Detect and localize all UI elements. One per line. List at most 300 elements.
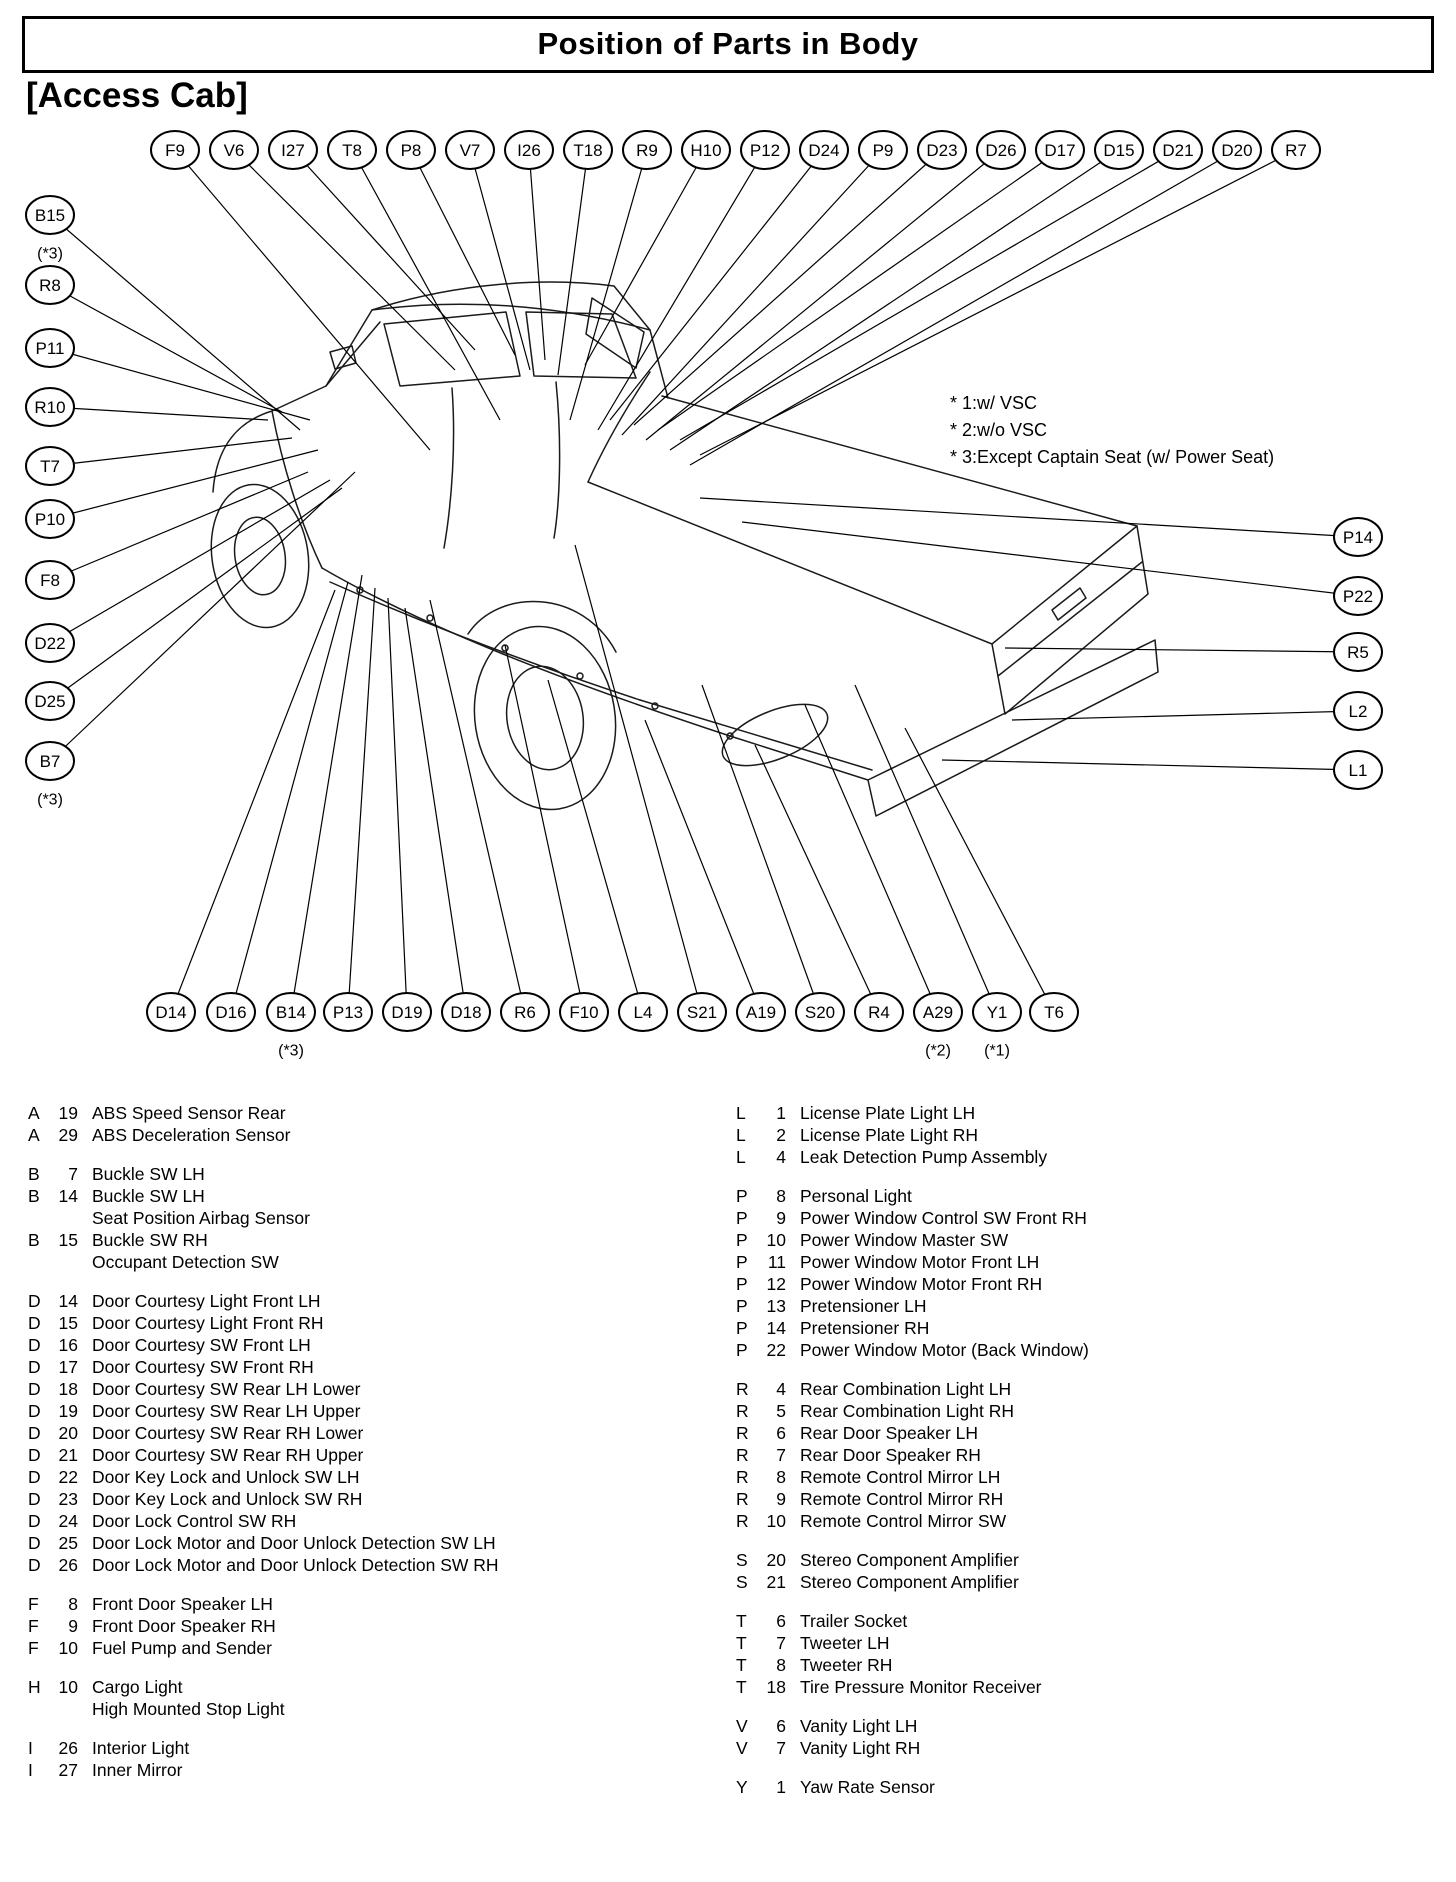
title-bar (22, 16, 1434, 73)
callout-label: D22 (34, 633, 66, 653)
callout-r4 (855, 993, 903, 1031)
part-code-letter: T (736, 1633, 747, 1653)
legend-entry (28, 1488, 698, 1510)
callout-v6 (210, 131, 258, 169)
callout-b7 (26, 742, 74, 809)
parts-location-diagram (0, 120, 1456, 1080)
part-code-number: 7 (776, 1738, 786, 1758)
leader-line-d26 (646, 150, 1001, 440)
legend-entry (736, 1378, 1426, 1400)
part-name: ABS Deceleration Sensor (92, 1125, 291, 1145)
part-code-letter: F (28, 1616, 39, 1636)
part-name: Tweeter LH (800, 1633, 890, 1653)
truck-window-front (384, 312, 520, 386)
legend-column-right (736, 1102, 1426, 1815)
callout-label: B7 (39, 751, 61, 771)
part-code-number: 26 (58, 1738, 78, 1758)
legend-entry (28, 1312, 698, 1334)
callout-label: T18 (573, 140, 603, 160)
leader-line-r4 (755, 745, 879, 1012)
legend-entry-continuation (28, 1698, 698, 1720)
part-name: Power Window Control SW Front RH (800, 1208, 1087, 1228)
part-code-letter: D (28, 1467, 41, 1487)
callout-label: T7 (40, 456, 60, 476)
part-code-letter: S (736, 1550, 748, 1570)
truck-bed-near-rail (588, 482, 992, 644)
callout-r7 (1272, 131, 1320, 169)
callout-label: D24 (808, 140, 840, 160)
part-code-letter: T (736, 1611, 747, 1631)
leader-line-b15 (50, 215, 300, 430)
leader-line-l1 (942, 760, 1358, 770)
part-code-number: 7 (776, 1445, 786, 1465)
part-code-letter: D (28, 1401, 41, 1421)
truck-a-pillar (326, 322, 380, 386)
legend-group (736, 1378, 1426, 1532)
part-name: License Plate Light LH (800, 1103, 976, 1123)
callout-r9 (623, 131, 671, 169)
callout-d14 (147, 993, 195, 1031)
part-code-letter: R (736, 1445, 749, 1465)
part-code-letter: B (28, 1164, 40, 1184)
callout-label: L2 (1348, 701, 1368, 721)
callout-t18 (564, 131, 612, 169)
part-name: Pretensioner RH (800, 1318, 930, 1338)
callout-label: R8 (39, 275, 61, 295)
part-code-letter: P (736, 1274, 748, 1294)
legend-entry (736, 1715, 1426, 1737)
part-code-number: 10 (58, 1638, 78, 1658)
callout-label: F9 (165, 140, 185, 160)
part-code-number: 29 (58, 1125, 78, 1145)
part-name: Buckle SW LH (92, 1164, 205, 1184)
callout-label: P22 (1342, 586, 1374, 606)
part-name: Vanity Light LH (800, 1716, 918, 1736)
legend-entry (28, 1554, 698, 1576)
part-code-letter: D (28, 1357, 41, 1377)
callout-label: D26 (985, 140, 1017, 160)
part-code-letter: D (28, 1291, 41, 1311)
leader-line-t8 (352, 150, 500, 420)
callout-label: P12 (749, 140, 781, 160)
part-code-number: 15 (58, 1313, 78, 1333)
leader-line-r5 (1005, 648, 1358, 652)
part-code-number: 21 (766, 1572, 786, 1592)
part-code-number: 20 (58, 1423, 78, 1443)
part-code-number: 4 (776, 1147, 786, 1167)
part-name: Rear Combination Light RH (800, 1401, 1014, 1421)
part-code-number: 13 (766, 1296, 786, 1316)
part-name: Stereo Component Amplifier (800, 1550, 1019, 1570)
legend-entry (736, 1124, 1426, 1146)
part-code-number: 1 (776, 1103, 786, 1123)
part-code-letter: A (28, 1103, 40, 1123)
legend-group (28, 1676, 698, 1720)
part-code-letter (28, 1698, 48, 1720)
legend-entry (28, 1676, 698, 1698)
part-name: Door Courtesy SW Rear RH Lower (92, 1423, 364, 1443)
part-code-letter: I (28, 1738, 33, 1758)
callout-y1 (973, 993, 1021, 1060)
footnote: * 1:w/ VSC (950, 393, 1038, 413)
part-code-letter (28, 1251, 48, 1273)
leader-line-s21 (575, 545, 702, 1012)
callout-label: L1 (1348, 760, 1368, 780)
truck-front-wheel (201, 477, 318, 634)
legend-entry (28, 1466, 698, 1488)
legend-entry (28, 1422, 698, 1444)
part-name: Remote Control Mirror RH (800, 1489, 1004, 1509)
leader-line-t6 (905, 728, 1054, 1012)
callout-label: D23 (926, 140, 958, 160)
callout-p11 (26, 329, 74, 367)
part-code-letter: V (736, 1716, 748, 1736)
callout-i26 (505, 131, 553, 169)
part-name: Door Key Lock and Unlock SW RH (92, 1489, 363, 1509)
part-code-letter: D (28, 1423, 41, 1443)
legend-group (736, 1549, 1426, 1593)
leader-line-d23 (634, 150, 942, 425)
part-code-letter: R (736, 1379, 749, 1399)
callout-d15 (1095, 131, 1143, 169)
part-code-number: 8 (776, 1467, 786, 1487)
legend-entry-continuation (28, 1207, 698, 1229)
part-name: Door Courtesy Light Front RH (92, 1313, 324, 1333)
callout-label: D18 (450, 1002, 482, 1022)
callout-i27 (269, 131, 317, 169)
leader-line-s20 (702, 685, 820, 1012)
part-code-number: 9 (776, 1208, 786, 1228)
legend-entry (28, 1532, 698, 1554)
part-code-letter: D (28, 1489, 41, 1509)
part-code-number: 14 (58, 1291, 78, 1311)
part-code-letter: F (28, 1638, 39, 1658)
part-code-number: 25 (58, 1533, 78, 1553)
callout-label: T8 (342, 140, 362, 160)
part-code-number: 1 (776, 1777, 786, 1797)
truck-bed-lower-edge (640, 700, 872, 770)
callout-label: Y1 (986, 1002, 1008, 1022)
callout-d19 (383, 993, 431, 1031)
legend-entry (736, 1676, 1426, 1698)
truck-cab-back (588, 372, 650, 482)
truck-front-wheel-hub (229, 514, 291, 599)
part-code-letter: T (736, 1677, 747, 1697)
callout-d21 (1154, 131, 1202, 169)
leader-line-y1 (855, 685, 997, 1012)
callout-label: D15 (1103, 140, 1135, 160)
part-code-number: 19 (58, 1401, 78, 1421)
part-name: Power Window Master SW (800, 1230, 1009, 1250)
leader-line-i27 (293, 150, 475, 350)
part-name: Tire Pressure Monitor Receiver (800, 1677, 1042, 1697)
callout-label: I27 (281, 140, 305, 160)
callout-label: F10 (569, 1002, 599, 1022)
leader-line-a29 (805, 705, 938, 1012)
leader-line-d25 (50, 488, 342, 701)
part-name: Rear Door Speaker RH (800, 1445, 981, 1465)
callout-label: A29 (922, 1002, 954, 1022)
part-code-number: 9 (776, 1489, 786, 1509)
part-name: License Plate Light RH (800, 1125, 979, 1145)
part-name: Door Lock Control SW RH (92, 1511, 297, 1531)
legend-entry (28, 1229, 698, 1251)
part-name: Remote Control Mirror SW (800, 1511, 1007, 1531)
part-code-letter: R (736, 1401, 749, 1421)
part-name: Door Courtesy Light Front LH (92, 1291, 321, 1311)
part-name: Door Courtesy SW Rear LH Upper (92, 1401, 361, 1421)
truck-tailgate (992, 526, 1148, 714)
part-code-number: 20 (766, 1550, 786, 1570)
callout-f8 (26, 561, 74, 599)
legend-entry (736, 1102, 1426, 1124)
callout-label: S21 (686, 1002, 718, 1022)
part-name: Seat Position Airbag Sensor (92, 1208, 310, 1228)
callout-label: S20 (804, 1002, 836, 1022)
part-name: Occupant Detection SW (92, 1252, 279, 1272)
part-code-letter (28, 1207, 48, 1229)
legend-entry (736, 1146, 1426, 1168)
callout-sublabel: (*2) (925, 1042, 951, 1060)
part-name: Power Window Motor (Back Window) (800, 1340, 1089, 1360)
part-code-number: 26 (58, 1555, 78, 1575)
part-code-letter: P (736, 1208, 748, 1228)
leader-line-l2 (1012, 711, 1358, 720)
callout-p10 (26, 500, 74, 538)
callout-p14 (1334, 518, 1382, 556)
legend-group (28, 1737, 698, 1781)
callout-label: H10 (690, 140, 722, 160)
legend-entry (736, 1610, 1426, 1632)
callout-label: R9 (636, 140, 658, 160)
part-code-letter: S (736, 1572, 748, 1592)
part-code-number: 8 (776, 1655, 786, 1675)
callout-nodes (26, 131, 1382, 1060)
leader-line-p22 (742, 522, 1358, 596)
leader-line-f10 (505, 645, 584, 1012)
callout-label: R10 (34, 397, 66, 417)
part-name: Door Courtesy SW Rear LH Lower (92, 1379, 361, 1399)
callout-t7 (26, 447, 74, 485)
part-name: Cargo Light (92, 1677, 183, 1697)
leader-line-p13 (348, 588, 375, 1012)
legend-entry (28, 1637, 698, 1659)
callout-label: R7 (1285, 140, 1307, 160)
callout-r10 (26, 388, 74, 426)
part-name: Power Window Motor Front LH (800, 1252, 1040, 1272)
part-name: Rear Door Speaker LH (800, 1423, 978, 1443)
legend-entry (736, 1488, 1426, 1510)
truck-rear-bumper (868, 640, 1158, 816)
callout-label: P13 (332, 1002, 364, 1022)
footnote: * 2:w/o VSC (950, 420, 1048, 440)
part-code-number: 10 (766, 1511, 786, 1531)
legend-group (28, 1593, 698, 1659)
leader-line-h10 (585, 150, 706, 365)
leader-line-r6 (430, 600, 525, 1012)
part-code-number: 6 (776, 1423, 786, 1443)
part-code-number: 21 (58, 1445, 78, 1465)
callout-t8 (328, 131, 376, 169)
part-name: Door Key Lock and Unlock SW LH (92, 1467, 360, 1487)
truck-tailgate-handle (1052, 588, 1086, 620)
part-code-number (48, 1207, 78, 1229)
part-name: Vanity Light RH (800, 1738, 921, 1758)
legend-entry (736, 1571, 1426, 1593)
callout-l2 (1334, 692, 1382, 730)
callout-label: B15 (34, 205, 66, 225)
part-code-number: 18 (58, 1379, 78, 1399)
part-code-letter: R (736, 1489, 749, 1509)
part-name: ABS Speed Sensor Rear (92, 1103, 286, 1123)
callout-p9 (859, 131, 907, 169)
legend-group (736, 1715, 1426, 1759)
part-code-letter: P (736, 1230, 748, 1250)
leader-line-d14 (171, 590, 335, 1012)
legend-entry (736, 1549, 1426, 1571)
part-code-letter: P (736, 1252, 748, 1272)
legend-group (736, 1610, 1426, 1698)
part-code-number: 23 (58, 1489, 78, 1509)
leader-line-p9 (622, 150, 883, 435)
legend-entry (736, 1737, 1426, 1759)
part-code-number: 8 (68, 1594, 78, 1614)
callout-label: B14 (275, 1002, 307, 1022)
legend-entry (28, 1290, 698, 1312)
callout-p22 (1334, 577, 1382, 615)
leader-line-b14 (291, 575, 362, 1012)
legend-entry (736, 1185, 1426, 1207)
legend-entry (28, 1615, 698, 1637)
callout-b14 (267, 993, 315, 1060)
leader-line-d24 (610, 150, 824, 420)
legend-entry (736, 1273, 1426, 1295)
leader-line-f8 (50, 472, 308, 580)
legend-entry (736, 1422, 1426, 1444)
part-name: Buckle SW LH (92, 1186, 205, 1206)
part-code-number: 10 (58, 1677, 78, 1697)
legend-entry (28, 1163, 698, 1185)
part-code-letter: P (736, 1318, 748, 1338)
truck-door-seam-front (444, 388, 454, 548)
part-code-number: 22 (766, 1340, 786, 1360)
callout-label: D19 (391, 1002, 423, 1022)
part-name: High Mounted Stop Light (92, 1699, 285, 1719)
legend-group (28, 1102, 698, 1146)
callout-p12 (741, 131, 789, 169)
part-name: Power Window Motor Front RH (800, 1274, 1043, 1294)
part-code-number: 2 (776, 1125, 786, 1145)
part-code-number (48, 1251, 78, 1273)
part-name: Buckle SW RH (92, 1230, 208, 1250)
part-code-number: 8 (776, 1186, 786, 1206)
part-code-letter: D (28, 1555, 41, 1575)
footnotes (950, 390, 1274, 471)
leader-line-p14 (700, 498, 1358, 537)
page-title: Position of Parts in Body (537, 26, 919, 61)
part-code-number: 15 (58, 1230, 78, 1250)
callout-label: P10 (34, 509, 66, 529)
callout-sublabel: (*3) (278, 1042, 304, 1060)
callout-d20 (1213, 131, 1261, 169)
part-name: Yaw Rate Sensor (800, 1777, 935, 1797)
legend-entry (736, 1654, 1426, 1676)
part-name: Remote Control Mirror LH (800, 1467, 1001, 1487)
leader-line-d17 (658, 150, 1060, 430)
part-code-letter: B (28, 1186, 40, 1206)
part-code-letter: I (28, 1760, 33, 1780)
legend-entry (28, 1759, 698, 1781)
legend-group (28, 1290, 698, 1576)
legend-column-left (28, 1102, 698, 1798)
part-name: Door Lock Motor and Door Unlock Detection SW RH (92, 1555, 499, 1575)
leader-line-d22 (50, 480, 330, 643)
legend-entry (736, 1400, 1426, 1422)
callout-r8 (26, 266, 74, 304)
part-code-number: 27 (58, 1760, 78, 1780)
part-code-letter: P (736, 1296, 748, 1316)
legend-entry (28, 1124, 698, 1146)
legend-entry (736, 1444, 1426, 1466)
part-code-number: 11 (767, 1252, 786, 1272)
callout-b15 (26, 196, 74, 263)
part-name: Stereo Component Amplifier (800, 1572, 1019, 1592)
callout-a19 (737, 993, 785, 1031)
legend-entry (28, 1400, 698, 1422)
part-code-letter: L (736, 1125, 746, 1145)
part-code-number: 17 (58, 1357, 78, 1377)
part-code-number: 5 (776, 1401, 786, 1421)
part-name: Door Courtesy SW Front LH (92, 1335, 311, 1355)
callout-label: D25 (34, 691, 66, 711)
part-name: Personal Light (800, 1186, 912, 1206)
callout-sublabel: (*3) (37, 791, 63, 809)
legend-entry (736, 1317, 1426, 1339)
leader-line-r9 (570, 150, 647, 420)
part-code-number: 4 (776, 1379, 786, 1399)
leader-line-i26 (529, 150, 545, 360)
part-code-number: 10 (766, 1230, 786, 1250)
callout-s21 (678, 993, 726, 1031)
part-code-number (48, 1698, 78, 1720)
part-name: Front Door Speaker RH (92, 1616, 276, 1636)
callout-sublabel: (*3) (37, 245, 63, 263)
callout-label: V7 (459, 140, 481, 160)
legend-entry (736, 1295, 1426, 1317)
leader-line-r8 (50, 285, 282, 412)
callout-t6 (1030, 993, 1078, 1031)
legend-entry-continuation (28, 1251, 698, 1273)
part-code-number: 6 (776, 1716, 786, 1736)
callout-label: A19 (745, 1002, 777, 1022)
leader-line-l4 (548, 680, 643, 1012)
leader-line-f9 (175, 150, 430, 450)
part-code-letter: D (28, 1313, 41, 1333)
callout-d26 (977, 131, 1025, 169)
legend-entry (28, 1334, 698, 1356)
part-name: Door Courtesy SW Rear RH Upper (92, 1445, 364, 1465)
callout-p8 (387, 131, 435, 169)
footnote: * 3:Except Captain Seat (w/ Power Seat) (950, 447, 1275, 467)
callout-f10 (560, 993, 608, 1031)
part-code-letter: B (28, 1230, 40, 1250)
legend-entry (28, 1593, 698, 1615)
callout-d25 (26, 682, 74, 720)
callout-sublabel: (*1) (984, 1042, 1010, 1060)
legend-group (28, 1163, 698, 1273)
part-code-number: 7 (776, 1633, 786, 1653)
callout-l4 (619, 993, 667, 1031)
